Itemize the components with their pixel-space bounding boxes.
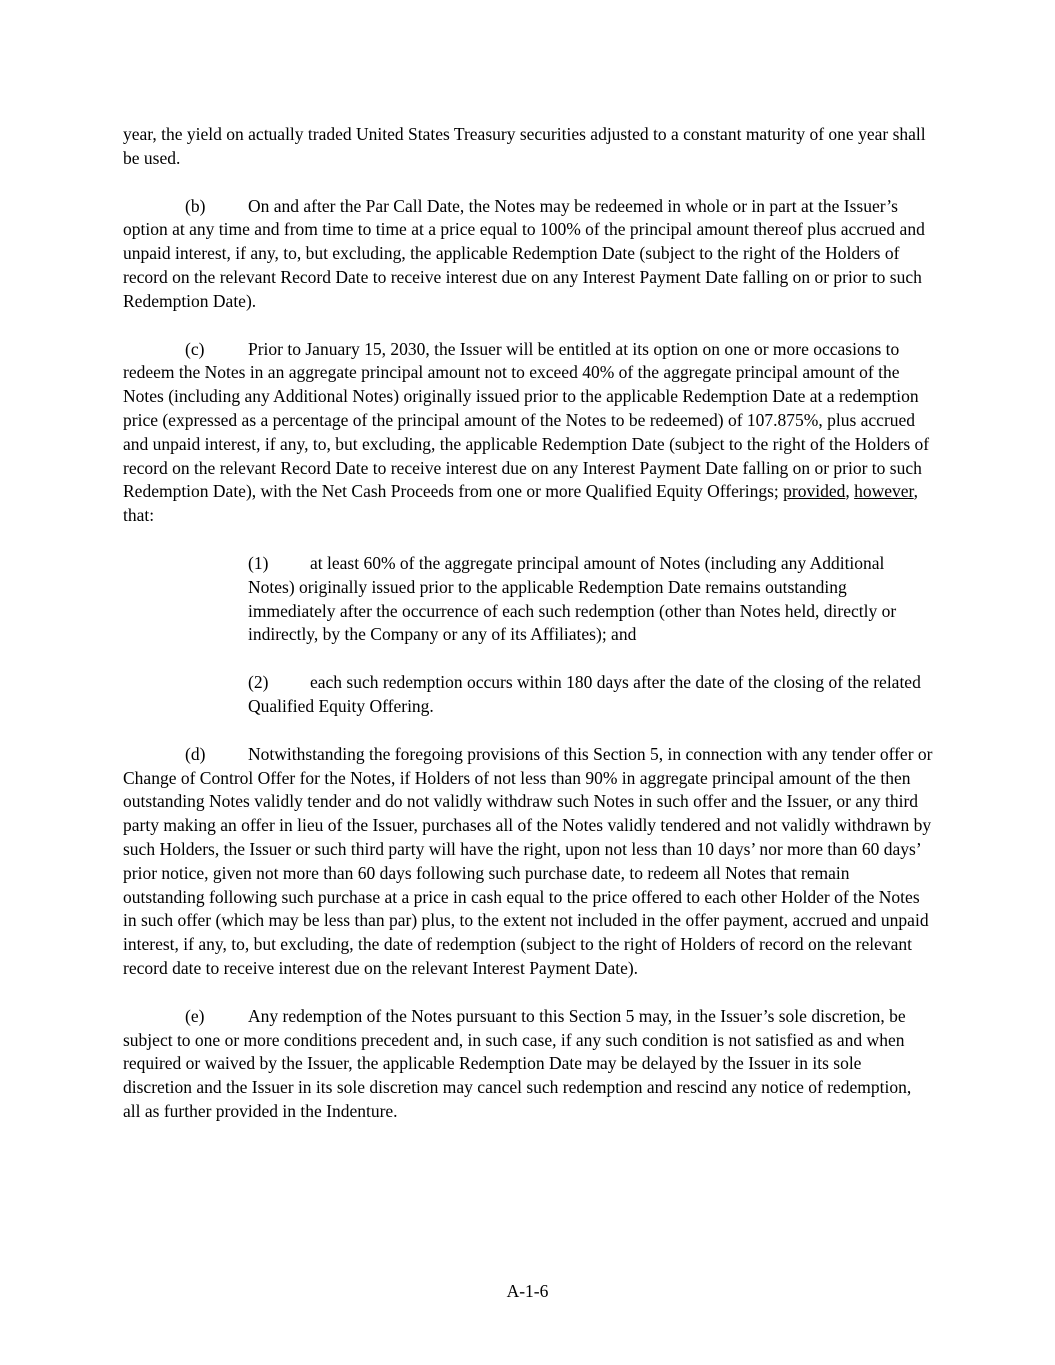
paragraph-c-underlined-however: however bbox=[854, 481, 914, 502]
paragraph-e bbox=[123, 1005, 933, 1124]
paragraph-d-text: Notwithstanding the foregoing provisions of this Section 5, in connection with any tender offer or Change of Control Offer for the Notes, if Holders of not less than 90% in aggregate principal amount of the then outstanding Notes validly tender and do not validly withdraw such Notes in such offer and the Issuer, or any third party making an offer in lieu of the Issuer, purchases all of the Notes validly tendered and not validly withdrawn by such Holders, the Issuer or such third party will have the right, upon not less than 10 days’ nor more than 60 days’ prior notice, given not more than 60 days following such purchase date, to redeem all Notes that remain outstanding following such purchase at a price in cash equal to the price offered to each other Holder of the Notes in such offer (which may be less than par) plus, to the extent not included in the offer payment, accrued and unpaid interest, if any, to, but excluding, the date of redemption (subject to the right of Holders of record on the relevant record date to receive interest due on the relevant Interest Payment Date). bbox=[123, 743, 933, 978]
paragraph-c-text-segment-3: , that: bbox=[123, 481, 919, 526]
subitem-2-text: each such redemption occurs within 180 days after the date of the closing of the related Qualified Equity Offering. bbox=[248, 672, 921, 716]
paragraph-c-text-segment-2: , bbox=[845, 481, 855, 502]
paragraph-e-text: Any redemption of the Notes pursuant to this Section 5 may, in the Issuer’s sole discretion, be subject to one or more conditions precedent and, in such case, if any such condition is not satisfied as and when required or waived by the Issuer, the applicable Redemption Date may be delayed by the Issuer in its sole discretion and the Issuer in its sole discretion may cancel such redemption and rescind any notice of redemption, all as further provided in the Indenture. bbox=[123, 1005, 912, 1121]
paragraph-d bbox=[123, 743, 933, 981]
paragraph-intro: year, the yield on actually traded United States Treasury securities adjusted to a constant maturity of one year shall be used. bbox=[123, 124, 926, 168]
document-body bbox=[123, 123, 933, 1148]
paragraph-c bbox=[123, 338, 933, 528]
subitem-1 bbox=[248, 552, 933, 647]
paragraph-b-label: (b) bbox=[185, 195, 206, 216]
paragraph-c-text-segment-1: Prior to January 15, 2030, the Issuer will be entitled at its option on one or more occasions to redeem the Notes in an aggregate principal amount not to exceed 40% of the aggregate principal amount of the Notes (including any Additional Notes) originally issued prior to the applicable Redemption Date at a redemption price (expressed as a percentage of the principal amount of the Notes to be redeemed) of 107.875%, plus accrued and unpaid interest, if any, to, but excluding, the applicable Redemption Date (subject to the right of the Holders of record on the relevant Record Date to receive interest due on any Interest Payment Date falling on or prior to such Redemption Date), with the Net Cash Proceeds from one or more Qualified Equity Offerings; bbox=[123, 338, 930, 502]
paragraph-b bbox=[123, 195, 933, 314]
paragraph-c-underlined-provided: provided bbox=[783, 481, 846, 502]
subitem-2 bbox=[248, 671, 933, 719]
subitem-1-label: (1) bbox=[248, 552, 269, 573]
subitem-2-label: (2) bbox=[248, 672, 269, 693]
paragraph-d-label: (d) bbox=[185, 743, 206, 764]
paragraph-c-label: (c) bbox=[185, 338, 205, 359]
paragraph-e-label: (e) bbox=[185, 1005, 205, 1026]
paragraph-b-text: On and after the Par Call Date, the Notes may be redeemed in whole or in part at the Issuer’s option at any time and from time to time at a price equal to 100% of the principal amount thereof plus accrued and unpaid interest, if any, to, but excluding, the applicable Redemption Date (subject to the right of the Holders of record on the relevant Record Date to receive interest due on any Interest Payment Date falling on or prior to such Redemption Date). bbox=[123, 195, 925, 311]
subitem-1-text: at least 60% of the aggregate principal amount of Notes (including any Additional Notes) originally issued prior to the applicable Redemption Date remains outstanding immediately after the occurrence of each such redemption (other than Notes held, directly or indirectly, by the Company or any of its Affiliates); and bbox=[248, 552, 897, 645]
page-number: A-1-6 bbox=[506, 1281, 549, 1301]
